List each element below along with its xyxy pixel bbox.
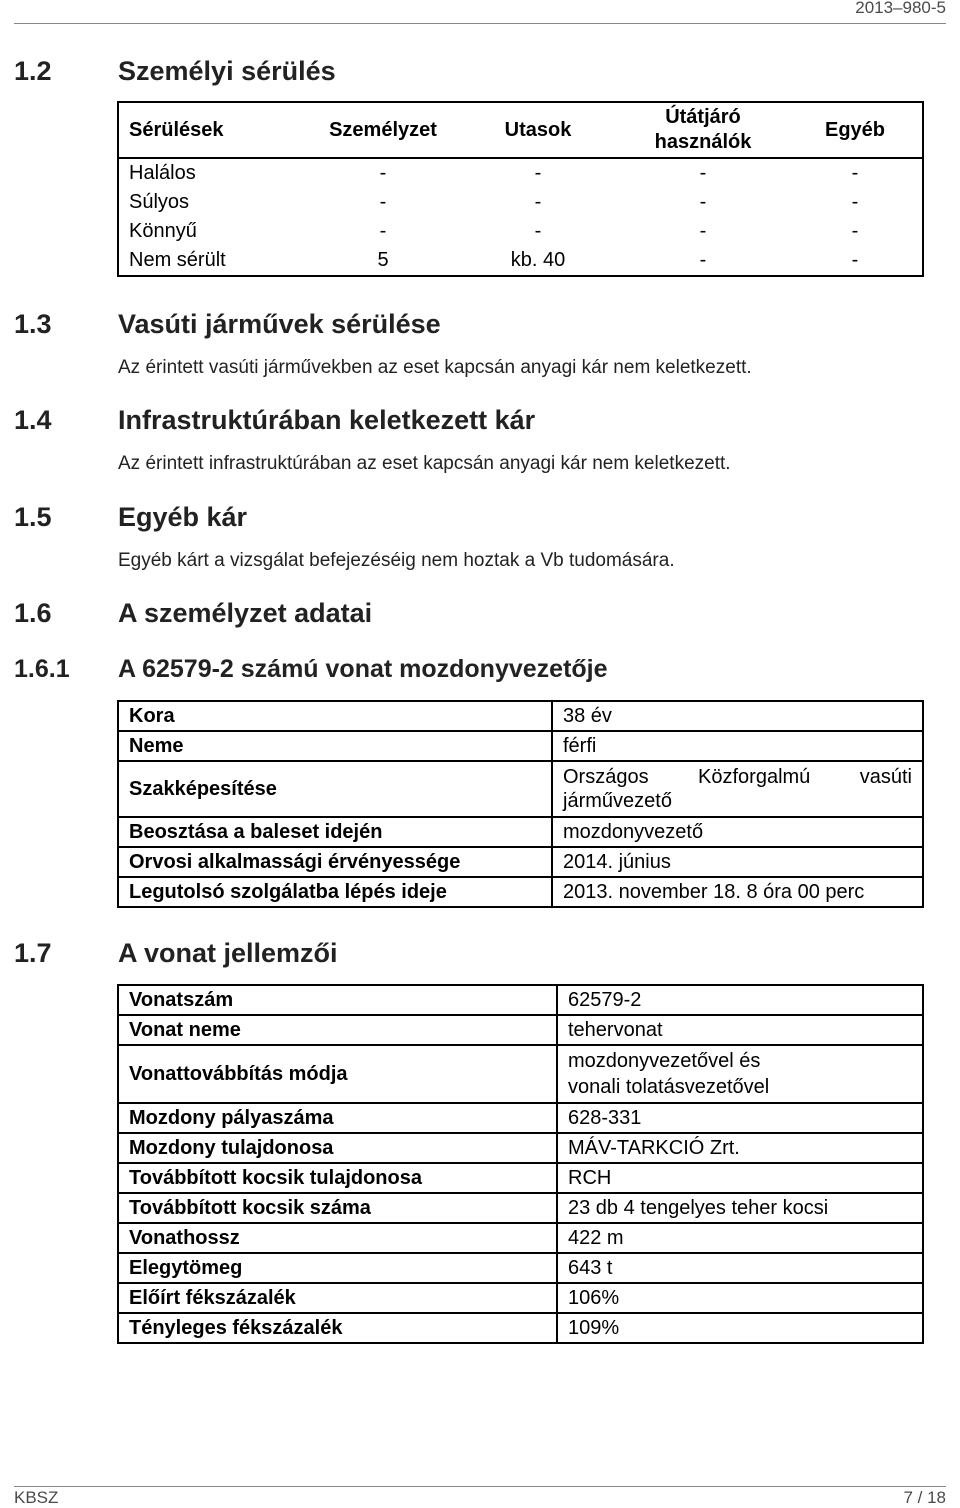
document-id: 2013–980-5 — [855, 0, 946, 17]
table-row — [118, 246, 923, 276]
table-cell: Halálos — [118, 158, 308, 188]
table-cell: - — [699, 162, 707, 184]
field-value — [552, 761, 923, 817]
section-text: Egyéb kárt a vizsgálat befejezéséig nem hoztak a Vb tudomására. — [118, 550, 675, 571]
table-row — [118, 158, 923, 188]
footer-organization: KBSZ — [14, 1488, 59, 1507]
table-row — [118, 1163, 923, 1193]
field-value: 2014. június — [552, 847, 923, 877]
column-header: Sérülések — [118, 102, 308, 158]
field-value: MÁV-TARKCIÓ Zrt. — [557, 1133, 923, 1163]
field-label: Beosztása a baleset idején — [118, 817, 552, 847]
section-number: 1.7 — [14, 938, 52, 968]
field-value: 643 t — [557, 1253, 923, 1283]
table-cell: - — [379, 191, 387, 213]
field-value: férfi — [552, 731, 923, 761]
table-row — [118, 217, 923, 246]
table-row — [118, 1283, 923, 1313]
table-row — [118, 985, 923, 1015]
field-value: mozdonyvezető — [552, 817, 923, 847]
value-line: vonali tolatásvezetővel — [568, 1076, 770, 1098]
field-label: Továbbított kocsik tulajdonosa — [118, 1163, 557, 1193]
column-header: Utasok — [458, 102, 618, 158]
section-title: A 62579-2 számú vonat mozdonyvezetője — [118, 655, 608, 683]
table-row — [118, 188, 923, 217]
table-row — [118, 1313, 923, 1343]
field-label: Orvosi alkalmassági érvényessége — [118, 847, 552, 877]
field-label: Vonat neme — [118, 1015, 557, 1045]
header-divider — [14, 23, 946, 24]
field-label: Elegytömeg — [118, 1253, 557, 1283]
section-text: Az érintett vasúti járművekben az eset kapcsán anyagi kár nem keletkezett. — [118, 357, 752, 378]
field-value: 628-331 — [557, 1103, 923, 1133]
value-word: vasúti — [859, 766, 912, 788]
table-row — [118, 877, 923, 907]
table-row — [118, 1015, 923, 1045]
table-cell: - — [618, 246, 788, 276]
crew-data-table — [117, 700, 924, 908]
table-row — [118, 1103, 923, 1133]
table-cell: - — [788, 217, 923, 246]
injury-table — [117, 101, 924, 277]
value-line: mozdonyvezetővel és — [568, 1050, 761, 1072]
table-row — [118, 1193, 923, 1223]
field-label: Neme — [118, 731, 552, 761]
table-row — [118, 1253, 923, 1283]
section-number: 1.6.1 — [14, 655, 70, 683]
table-cell: - — [534, 220, 542, 242]
table-row — [118, 817, 923, 847]
section-text: Az érintett infrastruktúrában az eset kapcsán anyagi kár nem keletkezett. — [118, 453, 731, 474]
table-cell: - — [788, 188, 923, 217]
table-cell: kb. 40 — [458, 246, 618, 276]
field-label: Előírt fékszázalék — [118, 1283, 557, 1313]
field-value: 109% — [557, 1313, 923, 1343]
table-row — [118, 701, 923, 731]
section-number: 1.2 — [14, 56, 52, 86]
section-title: A vonat jellemzői — [118, 938, 338, 968]
field-value: 62579-2 — [557, 985, 923, 1015]
field-value: 2013. november 18. 8 óra 00 perc — [552, 877, 923, 907]
table-row — [118, 847, 923, 877]
table-cell: - — [699, 191, 707, 213]
column-header: Egyéb — [788, 102, 923, 158]
field-label: Tényleges fékszázalék — [118, 1313, 557, 1343]
section-title: A személyzet adatai — [118, 598, 373, 628]
section-title: Egyéb kár — [118, 502, 248, 532]
table-cell: - — [379, 220, 387, 242]
field-value: 106% — [557, 1283, 923, 1313]
field-value: 38 év — [552, 701, 923, 731]
field-value: 422 m — [557, 1223, 923, 1253]
field-label: Mozdony tulajdonosa — [118, 1133, 557, 1163]
field-value: RCH — [557, 1163, 923, 1193]
section-title: Személyi sérülés — [118, 56, 336, 86]
value-word: Közforgalmú — [698, 766, 811, 788]
table-row — [118, 1133, 923, 1163]
section-number: 1.4 — [14, 405, 52, 435]
table-row — [118, 1223, 923, 1253]
field-label: Kora — [118, 701, 552, 731]
train-data-table — [117, 984, 924, 1344]
field-label: Vonatszám — [118, 985, 557, 1015]
table-cell: Súlyos — [118, 188, 308, 217]
field-value: tehervonat — [557, 1015, 923, 1045]
table-row — [118, 1045, 923, 1103]
table-cell: - — [534, 162, 542, 184]
page-number: 7 / 18 — [903, 1488, 946, 1507]
table-cell: - — [534, 191, 542, 213]
column-header: Személyzet — [308, 102, 458, 158]
value-word: járművezető — [563, 790, 672, 812]
table-cell: Könnyű — [118, 217, 308, 246]
table-cell: 5 — [308, 246, 458, 276]
field-label: Legutolsó szolgálatba lépés ideje — [118, 877, 552, 907]
value-word: Országos — [563, 766, 649, 788]
section-number: 1.6 — [14, 598, 52, 628]
section-title: Vasúti járművek sérülése — [118, 309, 441, 339]
table-cell: - — [699, 220, 707, 242]
table-cell: Nem sérült — [118, 246, 308, 276]
section-number: 1.5 — [14, 502, 52, 532]
field-value: 23 db 4 tengelyes teher kocsi — [557, 1193, 923, 1223]
field-label: Vonattovábbítás módja — [118, 1045, 557, 1103]
field-value — [557, 1045, 923, 1103]
table-row — [118, 731, 923, 761]
table-row — [118, 761, 923, 817]
field-label: Mozdony pályaszáma — [118, 1103, 557, 1133]
table-cell: - — [788, 158, 923, 188]
field-label: Szakképesítése — [118, 761, 552, 817]
section-number: 1.3 — [14, 309, 52, 339]
table-header-row — [118, 102, 923, 158]
field-label: Továbbított kocsik száma — [118, 1193, 557, 1223]
section-title: Infrastruktúrában keletkezett kár — [118, 405, 536, 435]
field-label: Vonathossz — [118, 1223, 557, 1253]
table-cell: - — [379, 162, 387, 184]
table-cell: - — [788, 246, 923, 276]
footer-divider — [14, 1486, 946, 1487]
column-header: Útátjáró használók — [618, 102, 788, 158]
